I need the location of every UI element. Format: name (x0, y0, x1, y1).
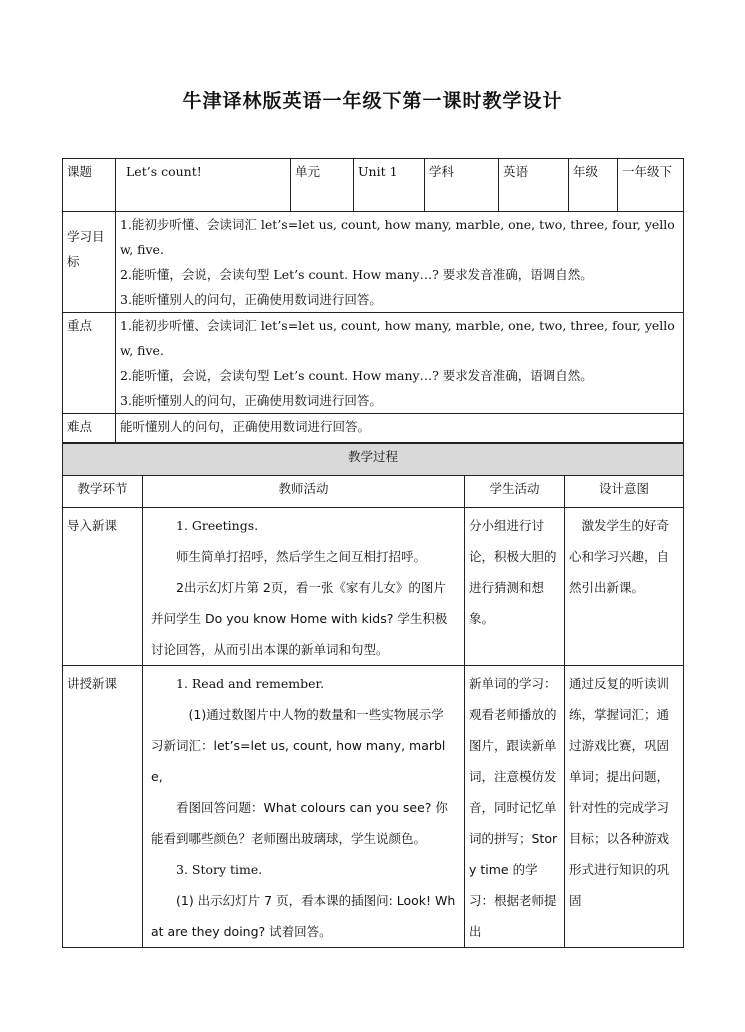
teacher-line: 师生简单打招呼，然后学生之间互相打招呼。 (176, 549, 427, 564)
teacher-line: 1. Greetings. (176, 518, 259, 533)
unit-label: 单元 (291, 159, 354, 212)
teacher-line: 2出示幻灯片第 2页，看一张《家有儿女》的图片并问学生 Do you know Home with kids? 学生积极讨论回答，从而引出本课的新单词和句型。 (151, 580, 448, 657)
teacher-line: (1)通过数图片中人物的数量和一些实物展示学习新词汇：let’s=let us, count, how many, marble, (151, 707, 446, 784)
teacher-line: 看图回答问题：What colours can you see? 你能看到哪些颜色？老师圈出玻璃球，学生说颜色。 (151, 800, 448, 846)
key-point-line: 2.能听懂，会说，会读句型 Let’s count. How many…? 要求发音准确，语调自然。 (120, 368, 593, 383)
subject-label: 学科 (425, 159, 499, 212)
column-header: 设计意图 (565, 476, 684, 508)
teacher-activity (143, 508, 465, 666)
goal-line: 2.能听懂，会说，会读句型 Let’s count. How many…? 要求发音准确，语调自然。 (120, 267, 593, 282)
key-points-content (116, 313, 684, 414)
grade-label: 年级 (569, 159, 618, 212)
info-table (62, 158, 684, 443)
unit-value: Unit 1 (354, 159, 425, 212)
teacher-activity (143, 666, 465, 948)
key-point-line: 1.能初步听懂、会读词汇 let’s=let us, count, how many, marble, one, two, three, four, yellow, five. (120, 318, 675, 358)
goal-line: 1.能初步听懂、会读词汇 let’s=let us, count, how many, marble, one, two, three, four, yellow, five. (120, 217, 675, 257)
stage-cell: 讲授新课 (63, 666, 143, 948)
grade-value: 一年级下 (618, 159, 684, 212)
subject-value: 英语 (499, 159, 569, 212)
document-title: 牛津译林版英语一年级下第一课时教学设计 (182, 90, 563, 112)
design-intent: 通过反复的听读训练，掌握词汇；通过游戏比赛，巩固单词；提出问题，针对性的完成学习目标；以各种游戏形式进行知识的巩固 (565, 666, 684, 948)
topic-label: 课题 (63, 159, 116, 212)
process-header: 教学过程 (63, 444, 684, 476)
key-points-label: 重点 (63, 313, 116, 414)
student-activity: 新单词的学习：观看老师播放的图片，跟读新单词，注意模仿发音，同时记忆单词的拼写；Story time 的学习：根据老师提出 (465, 666, 565, 948)
column-header: 教学环节 (63, 476, 143, 508)
teacher-line: (1) 出示幻灯片 7 页，看本课的插图问: Look! What are they doing? 试着回答。 (151, 893, 456, 939)
stage-cell: 导入新课 (63, 508, 143, 666)
column-header: 教师活动 (143, 476, 465, 508)
difficulty-text: 能听懂别人的问句，正确使用数词进行回答。 (116, 414, 684, 443)
topic-value: Let’s count! (116, 159, 291, 212)
column-header: 学生活动 (465, 476, 565, 508)
goals-label: 学习目标 (63, 212, 116, 313)
student-activity: 分小组进行讨论，积极大胆的进行猜测和想象。 (465, 508, 565, 666)
design-intent: 激发学生的好奇心和学习兴趣，自然引出新课。 (565, 508, 684, 666)
goals-content (116, 212, 684, 313)
key-point-line: 3.能听懂别人的问句，正确使用数词进行回答。 (120, 393, 382, 408)
goal-line: 3.能听懂别人的问句，正确使用数词进行回答。 (120, 292, 382, 307)
teacher-line: 1. Read and remember. (176, 676, 325, 691)
process-table (62, 443, 684, 948)
teacher-line: 3. Story time. (176, 862, 263, 877)
difficulty-label: 难点 (63, 414, 116, 443)
